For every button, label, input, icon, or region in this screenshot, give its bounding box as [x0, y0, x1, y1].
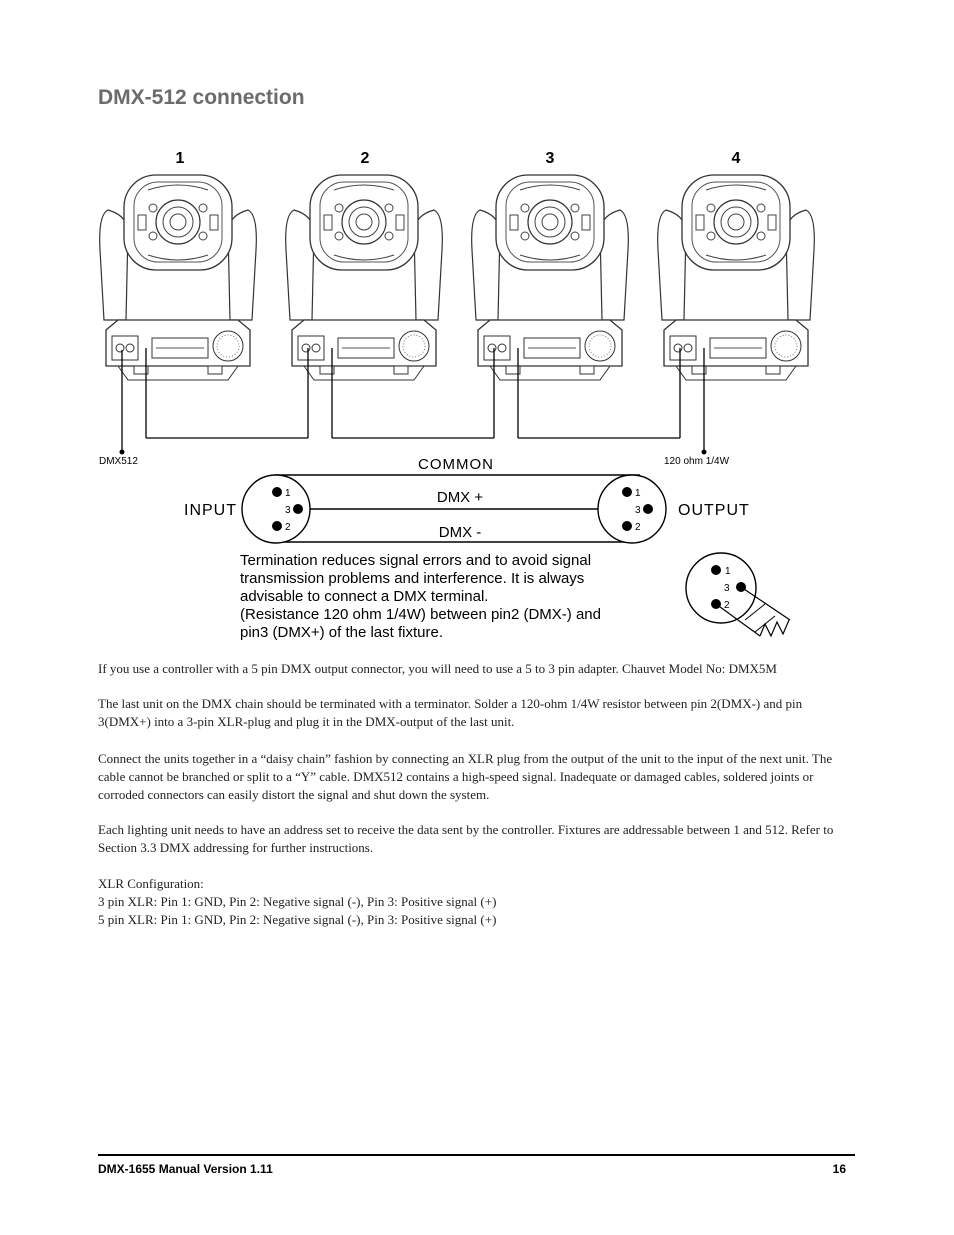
- termination-note: [240, 552, 601, 641]
- terminator-pin-3: 3: [724, 583, 730, 594]
- output-pin-3: 3: [635, 505, 641, 516]
- footer-manual-version: DMX-1655 Manual Version 1.11: [98, 1162, 273, 1176]
- fixture-number-4: 4: [731, 150, 741, 167]
- resistor-point: [702, 450, 707, 455]
- fixture-1-image: [100, 175, 257, 380]
- termination-note-line-5: pin3 (DMX+) of the last fixture.: [240, 624, 443, 641]
- footer-rule: [98, 1154, 855, 1156]
- termination-note-line-1: Termination reduces signal errors and to avoid signal: [240, 552, 592, 569]
- xlr-config-heading: XLR Configuration:: [98, 876, 204, 891]
- output-label: OUTPUT: [678, 502, 750, 519]
- footer-page-number: 16: [832, 1162, 846, 1176]
- input-label: INPUT: [184, 502, 237, 519]
- body-paragraph-adapter: [98, 660, 858, 678]
- common-label: COMMON: [418, 456, 494, 473]
- xlr-configuration-block: [98, 875, 858, 929]
- termination-note-line-3: advisable to connect a DMX terminal.: [240, 588, 489, 605]
- dmx512-label: DMX512: [99, 456, 138, 467]
- output-pin-2: 2: [635, 522, 641, 533]
- paragraph-daisy-chain-text: Connect the units together in a “daisy chain” fashion by connecting an XLR plug from the output of the unit to the input of the next unit. The cable cannot be branched or split to a “Y” cable. DMX512 contains a high-speed signal. Inadequate or damaged cables, soldered joints or corroded connectors can easily distort the signal and shut down the system.: [98, 751, 833, 802]
- fixture-number-3: 3: [545, 150, 555, 167]
- paragraph-terminator-text: The last unit on the DMX chain should be terminated with a terminator. Solder a 120-ohm 1/4W resistor between pin 2(DMX-) and pin 3(DMX+) into a 3-pin XLR-plug and plug it in the DMX-output of the last unit.: [98, 696, 803, 729]
- fixture-3-image: [472, 175, 629, 380]
- input-pin-2: 2: [285, 522, 291, 533]
- dmx-plus-label: DMX +: [436, 489, 484, 506]
- output-xlr-connector: [598, 475, 666, 543]
- dmx-minus-label: DMX -: [438, 524, 482, 541]
- body-paragraph-daisy-chain: [98, 750, 858, 804]
- output-pin-1: 1: [635, 488, 641, 499]
- fixture-number-2: 2: [360, 150, 370, 167]
- terminator-pin-2: 2: [724, 600, 730, 611]
- page-title: DMX-512 connection: [98, 86, 305, 109]
- fixture-2-image: [286, 175, 443, 380]
- resistor-label: 120 ohm 1/4W: [664, 456, 730, 467]
- body-paragraph-terminator: [98, 695, 858, 731]
- paragraph-adapter-text: If you use a controller with a 5 pin DMX output connector, you will need to use a 5 to 3 pin adapter. Chauvet Model No: DMX5M: [98, 661, 777, 676]
- terminator-plug: [686, 553, 790, 636]
- terminator-pin-1: 1: [725, 566, 731, 577]
- input-pin-1: 1: [285, 488, 291, 499]
- xlr-config-line-3pin: 3 pin XLR: Pin 1: GND, Pin 2: Negative signal (-), Pin 3: Positive signal (+): [98, 894, 497, 909]
- termination-note-line-4: (Resistance 120 ohm 1/4W) between pin2 (DMX-) and: [240, 606, 601, 623]
- termination-note-line-2: transmission problems and interference. It is always: [240, 570, 585, 587]
- body-paragraph-addressing: [98, 821, 858, 857]
- paragraph-addressing-text: Each lighting unit needs to have an address set to receive the data sent by the controller. Fixtures are addressable between 1 and 512. Refer to Section 3.3 DMX addressing for further instructions.: [98, 822, 834, 855]
- dmx512-input-point: [120, 450, 125, 455]
- xlr-config-line-5pin: 5 pin XLR: Pin 1: GND, Pin 2: Negative signal (-), Pin 3: Positive signal (+): [98, 912, 497, 927]
- fixture-number-1: 1: [175, 150, 185, 167]
- input-pin-3: 3: [285, 505, 291, 516]
- fixture-4-image: [658, 175, 815, 380]
